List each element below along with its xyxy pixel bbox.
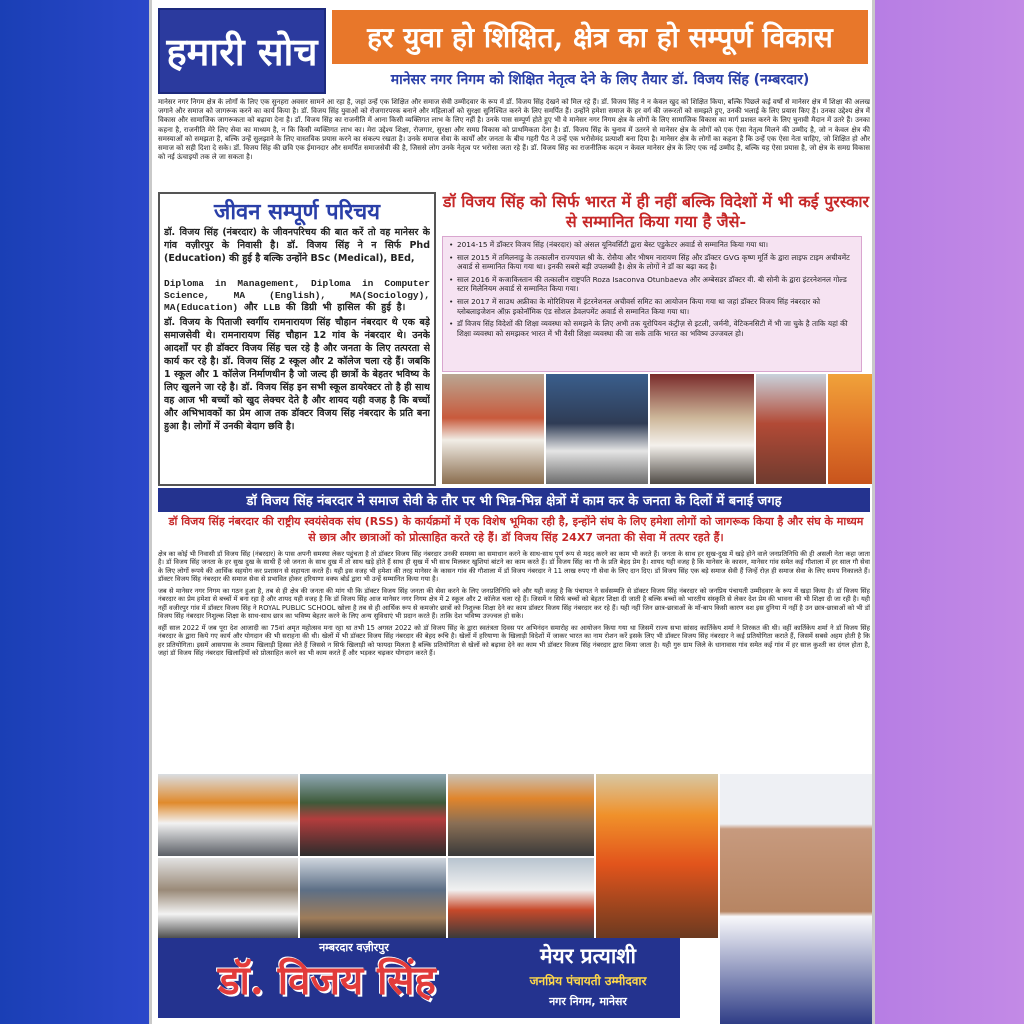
awards-list	[449, 240, 855, 338]
intro-paragraph: मानेसर नगर निगम क्षेत्र के लोगों के लिए एक सुनहरा अवसर सामने आ रहा है, जहां उन्हें एक शिक्षित और समाज सेवी उम्मीदवार के रूप में डॉ. विजय सिंह देखने को मिल रहे हैं। डॉ. विजय सिंह ने न केवल खुद को शिक्षित किया, बल्कि पिछले कई वर्षों से मानेसर क्षेत्र में शिक्षा की अलख जगाने और समाज को जागरूक करने का कार्य किया है। डॉ. विजय सिंह युवाओं को रोजगारपरक बनाने और महिलाओं को सुरक्षा सुनिश्चित करने के लिए समर्पित हैं। उन्होंने हमेशा समाज के हर वर्ग की जरूरतों को समझते हुए, उनकी भलाई के लिए प्रयास किए हैं। उनका उद्देश्य क्षेत्र में विकास और सामाजिक जागरूकता को बढ़ावा देना है। डॉ. विजय सिंह का राजनीति में आना किसी व्यक्तिगत लाभ के लिए नहीं है। उनके पास सम्पूर्ण होते हुए भी वे मानेसर नगर निगम क्षेत्र के लोगों के लिए सामाजिक विकास का मार्ग प्रशस्त करने के लिए चुनावी मैदान में उतरे हैं। उनका कहना है, राजनीति मेरे लिए सेवा का माध्यम है, न कि किसी व्यक्तिगत लाभ का। मेरा उद्देश्य शिक्षा, रोजगार, सुरक्षा और समग्र विकास को प्राथमिकता देना है। डॉ. विजय सिंह के चुनाव में उतरने से मानेसर क्षेत्र के लोगों को एक ऐसा नेतृत्व मिलने की उम्मीद है, जो न केवल क्षेत्र की समस्याओं को समझता है, बल्कि उन्हें सुलझाने के लिए वास्तविक प्रयास करने का संकल्प रखता है। उनके समाज सेवा के कार्यों और जनता के बीच गहरी पैठ ने उन्हें एक भरोसेमंद प्रत्याशी बना दिया है। मानेसर क्षेत्र के लोगों का कहना है कि उन्हें एक ऐसा नेता चाहिए, जो शिक्षित हो और समाज को सही दिशा दे सके। डॉ. विजय सिंह की छवि एक ईमानदार और समर्पित समाजसेवी की है, जिससे लोग उनके नेतृत्व पर भरोसा जता रहे हैं। डॉ. विजय सिंह का राजनीतिक कदम न केवल मानेसर क्षेत्र के लिए एक नई उम्मीद है, बल्कि यह ऐसा प्रयास है, जो क्षेत्र के समग्र विकास को नई ऊंचाइयों तक ले जा सकता है।	[158, 98, 870, 162]
photo-meeting	[300, 858, 446, 938]
candidate-role: मेयर प्रत्याशी	[539, 943, 636, 968]
photo-portrait-saffron	[828, 374, 872, 484]
bio-paragraph-1: डॉ. विजय सिंह (नंबरदार) के जीवनपरिचय की बात करें तो वह मानेसर के गांव वज़ीरपुर के निवासी है। डॉ. विजय सिंह ने न सिर्फ Phd (Education) की हुई है बल्कि उन्होंने BSc (Medical), BEd,	[164, 227, 430, 264]
awards-list-box	[442, 236, 862, 372]
poster-sheet	[149, 0, 875, 1024]
photo-felicitation	[158, 858, 298, 938]
photo-award-ceremony-1	[442, 374, 544, 484]
social-work-banner: डॉ विजय सिंह नंबरदार ने समाज सेवी के तौर पर भी भिन्न-भिन्न क्षेत्रों में काम कर के जनता के दिलों में बनाई जगह	[158, 488, 870, 512]
award-item: • साल 2015 में तमिलनाडु के तत्कालीन राज्यपाल श्री के. रोसैया और भीषम नारायण सिंह और डॉक्टर GVG कृष्ण मूर्ति के द्वारा लाइफ टाइम अचीवमेंट अवार्ड से सम्मानित किया गया था। इनकी सबसे बड़ी उपलब्धी है। क्षेत्र के लोगों ने डॉ का बढ़ा कद है।	[449, 253, 855, 272]
photo-group	[448, 858, 594, 938]
body-paragraph: जब से मानेसर नगर निगम का गठन हुआ है, तब से ही क्षेत्र की जनता की मांग थी कि डॉक्टर विजय सिंह जनता की सेवा करने के लिए जनप्रतिनिधि बने और यही वजह है कि पंचायत ने सर्वसम्मति से डॉक्टर विजय सिंह नंबरदार को जनप्रिय पंचायती उम्मीदवार के रूप में खड़ा किया है। डॉ विजय सिंह नंबरदार का प्रेम हमेशा से बच्चों में बना रहा है और शायद यही वजह है कि डॉ विजय सिंह आज मानेसर नगर निगम क्षेत्र में 2 स्कूल और 2 कॉलेज चला रहे हैं। जिसमें न सिर्फ बच्चों को बेहतर शिक्षा दी जाती है बल्कि बच्चों को भारतीय संस्कृति से लेकर देश प्रेम की भावना की भी शिक्षा दी जा रही है। यही नहीं वजीरपुर गांव में डॉक्टर विजय सिंह ने ROYAL PUBLIC SCHOOL खोला है तब से ही आर्थिक रूप से कमजोर छात्रों को निशुल्क शिक्षा देने का काम डॉक्टर विजय सिंह नंबरदार कर रहे हैं। यही नहीं जिन छात्र-छात्राओं के माँ-बाप किसी कारण वश इस दुनिया में नहीं है उन छात्र-छात्राओं को भी डॉ विजय सिंह नंबरदार निशुल्क शिक्षा के साथ-साथ छात्र का भविष्य बेहतर करने के लिए अन्य सुविधाएं भी प्रदान करते हैं। ताकि देश भविष्य उज्ज्वल हो सके।	[158, 586, 870, 621]
photo-crowd	[756, 374, 826, 484]
body-text	[158, 550, 870, 772]
photo-award-ceremony-2	[546, 374, 648, 484]
photo-garlanded-candidate	[596, 774, 718, 938]
candidate-name: डॉ. विजय सिंह	[218, 957, 436, 1004]
photo-gathering-1	[300, 774, 446, 856]
body-paragraph: वहीं साल 2022 में जब पूरा देश आजादी का 75वां अमृत महोत्सव मना रहा था तभी 15 अगस्त 2022 को डॉ विजय सिंह के द्वारा स्वतंत्रता दिवस पर अभिनंदन समारोह का आयोजन किया गया था जिसमें राज्य सभा सांसद कार्तिकेय शर्मा ने शिरकत की थी। वहीं कार्तिकेय शर्मा ने डॉ विजय सिंह नंबरदार के द्वारा किये गए कार्य और योगदान की भी सराहना की थी। खेलों में भी डॉक्टर विजय सिंह नंबरदार की बेहद रूचि है। खेलों में हरियाणा के खिलाड़ी विदेशों में जाकर भारत का नाम रोशन करें इसके लिए भी डॉक्टर विजय सिंह नंबरदार ने कई प्रतियोगिता कराते हैं, जिसमें सबसे अहम होती है कि हर प्रतियोगिता। इसमें आसपास के तमाम खिलाड़ी हिस्सा लेते हैं जिससे न सिर्फ खिलाड़ी को फायदा मिलता है बल्कि प्रतियोगिता से खेलों को बढ़ावा देने का काम भी डॉक्टर विजय सिंह नंबरदार द्वारा किया जाता है। यही गुरु ग्राम जिले के धानावास गांव समेत कई गांव में हर साल कुश्ती का दंगल होता है, जहां डॉ विजय सिंह नंबरदार खिलाड़ियों को प्रोत्साहित करने का भी काम करते हैं और भड़कर चढ़कर योगदान करते हैं।	[158, 623, 870, 657]
body-paragraph: क्षेत्र का कोई भी निवासी डॉ विजय सिंह (नंबरदार) के पास अपनी समस्या लेकर पहुंचता है तो डॉक्टर विजय सिंह नंबरदार उनकी समस्या का समाधान करने के साथ-साथ पूर्ण रूप से मदद करने का काम भी करते हैं। जनता के साथ हर सुख-दुख में खड़े होने वाले जनप्रतिनिधि की ही असली नेता कहा जाता है। डॉ विजय सिंह जनता के हर सुख दुख के साथी हैं जो जनता के साथ दुख में तो साथ खड़े होते हैं साथ ही सुख में भी साथ मिलकर खुशियां बांटने का काम करते हैं। डॉ विजय सिंह का गौ के प्रति बेहद प्रेम है। शायद यही वजह है कि मानेसर के कासन, मानेसर गांव समेत कई गौशाला में हर साल गौ सेवा के लिए लोगों रूपये की आर्थिक सहयोग कर प्रशासन से सहायता करते हैं। यही इस वजह भी हमेशा की तरह मानेसर के कासन गांव की गौशाला में डॉ विजय नंबरदार ने 11 लाख रुपए गौ सेवा के लिए दान दिए। डॉ विजय सिंह एक बड़े समाज सेवी हैं जिन्हें रोज़ ही समाज सेवा के लिए समय निकालते हैं। डॉक्टर विजय सिंह नंबरदार की समाज सेवा से प्रभावित होकर हरियाणा वक्फ बोर्ड द्वारा भी उन्हें सम्मानित किया गया है।	[158, 550, 870, 584]
headline-banner: हर युवा हो शिक्षित, क्षेत्र का हो सम्पूर्ण विकास	[332, 10, 868, 64]
awards-title: डॉ विजय सिंह को सिर्फ भारत में ही नहीं बल्कि विदेशों में भी कई पुरस्कार से सम्मानित किया गया है जैसे-	[442, 192, 870, 231]
award-item: • डॉ विजय सिंह विदेशों की शिक्षा व्यवस्था को समझने के लिए अभी तक यूरोपियन कंट्रीज़ से इटली, जर्मनी, वेटिकनसिटी में भी जा चुके है ताकि यहां की शिक्षा व्यवस्था को समझकर भारत में भी वैसी शिक्षा व्यवस्था की जा सके ताकि भारत का भविष्य उज्जवल हो।	[449, 319, 855, 338]
candidate-subrole: जनप्रिय पंचायती उम्मीदवार	[529, 974, 647, 988]
bio-paragraph-2: डॉ. विजय के पिताजी स्वर्गीय रामनारायण सिंह चौहान नंबरदार थे एक बड़े समाजसेवी थे। रामनारायण सिंह चौहान 12 गांव के नंबरदार थे। उनके आदर्शों पर ही डॉक्टर विजय सिंह चल रहे है और जनता के लिए तत्परता से कार्य कर रहे है। डॉ. विजय सिंह 2 स्कूल और 2 कॉलेज चला रहे हैं। जबकि 1 स्कूल और 1 कॉलेज निर्माणधीन है जो जल्द ही छात्रों के बेहतर भविष्य के लिए खुलने जा रहे है। डॉ. विजय सिंह इन सभी स्कूल डायरेक्टर तो है ही साथ वह आज भी बच्चों को खुद लेक्चर देते है और शायद यही वजह है कि बच्चों और अभिभावकों का प्रेम आज तक डॉक्टर विजय सिंह नंबरदार के प्रति बना हुआ है। लोगों में उनकी बेदाग छवि है।	[164, 317, 430, 432]
photo-garlanded-leaders	[158, 774, 298, 856]
bio-title: जीवन सम्पूर्ण परिचय	[214, 199, 380, 225]
brand-title: हमारी सोच	[158, 8, 326, 94]
footer-name-tag: नम्बरदार वज़ीरपुर	[319, 941, 389, 954]
candidate-portrait	[720, 774, 872, 1024]
subheadline: मानेसर नगर निगम को शिक्षित नेतृत्व देने के लिए तैयार डॉ. विजय सिंह (नम्बरदार)	[390, 71, 810, 88]
award-item: • 2014-15 में डॉक्टर विजय सिंह (नंबरदार) को अंसल यूनिवर्सिटी द्वारा बेस्ट एडुकेटर अवार्ड से सम्मानित किया गया था।	[449, 240, 855, 250]
candidate-constituency: नगर निगम, मानेसर	[549, 995, 627, 1008]
award-item: • साल 2017 में साउथ अफ्रीका के मोरिशियस में इंटरनेशनल अचीवर्स समिट का आयोजन किया गया था जहां डॉक्टर विजय सिंह नंबरदार को ग्लोबलाइजेशन ऑफ़ इकोनॉमिक एंड सोशल डेवलपमेंट अवार्ड से सम्मानित किया गया था।	[449, 297, 855, 316]
rss-highlight: डॉ विजय सिंह नंबरदार की राष्ट्रीय स्वयंसेवक संघ (RSS) के कार्यक्रमों में एक विशेष भूमिका रही है, इन्होंने संघ के लिए हमेशा लोगों को जागरूक किया है और संघ के माध्यम से छात्र और छात्राओं को प्रोत्साहित करते रहे हैं। डॉ विजय सिंह 24X7 जनता की सेवा में तत्पर रहते हैं।	[168, 515, 864, 544]
photo-award-ceremony-3	[650, 374, 754, 484]
photo-gathering-2	[448, 774, 594, 856]
award-item: • साल 2016 में कजाकिस्तान की तत्कालीन राष्ट्रपति Roza Isaconva Otunbaeva और अम्बेसडर डॉक्टर वी. बी सोनी के द्वारा इंटरनेशनल गोल्ड स्टार मिलेनियम अवार्ड से सम्मानित किया गया।	[449, 275, 855, 294]
bio-paragraph-degrees: Diploma in Management, Diploma in Computer Science, MA (English), MA(Sociology), MA(Education) और LLB की डिग्री भी हासिल की हुई है।	[164, 278, 430, 313]
